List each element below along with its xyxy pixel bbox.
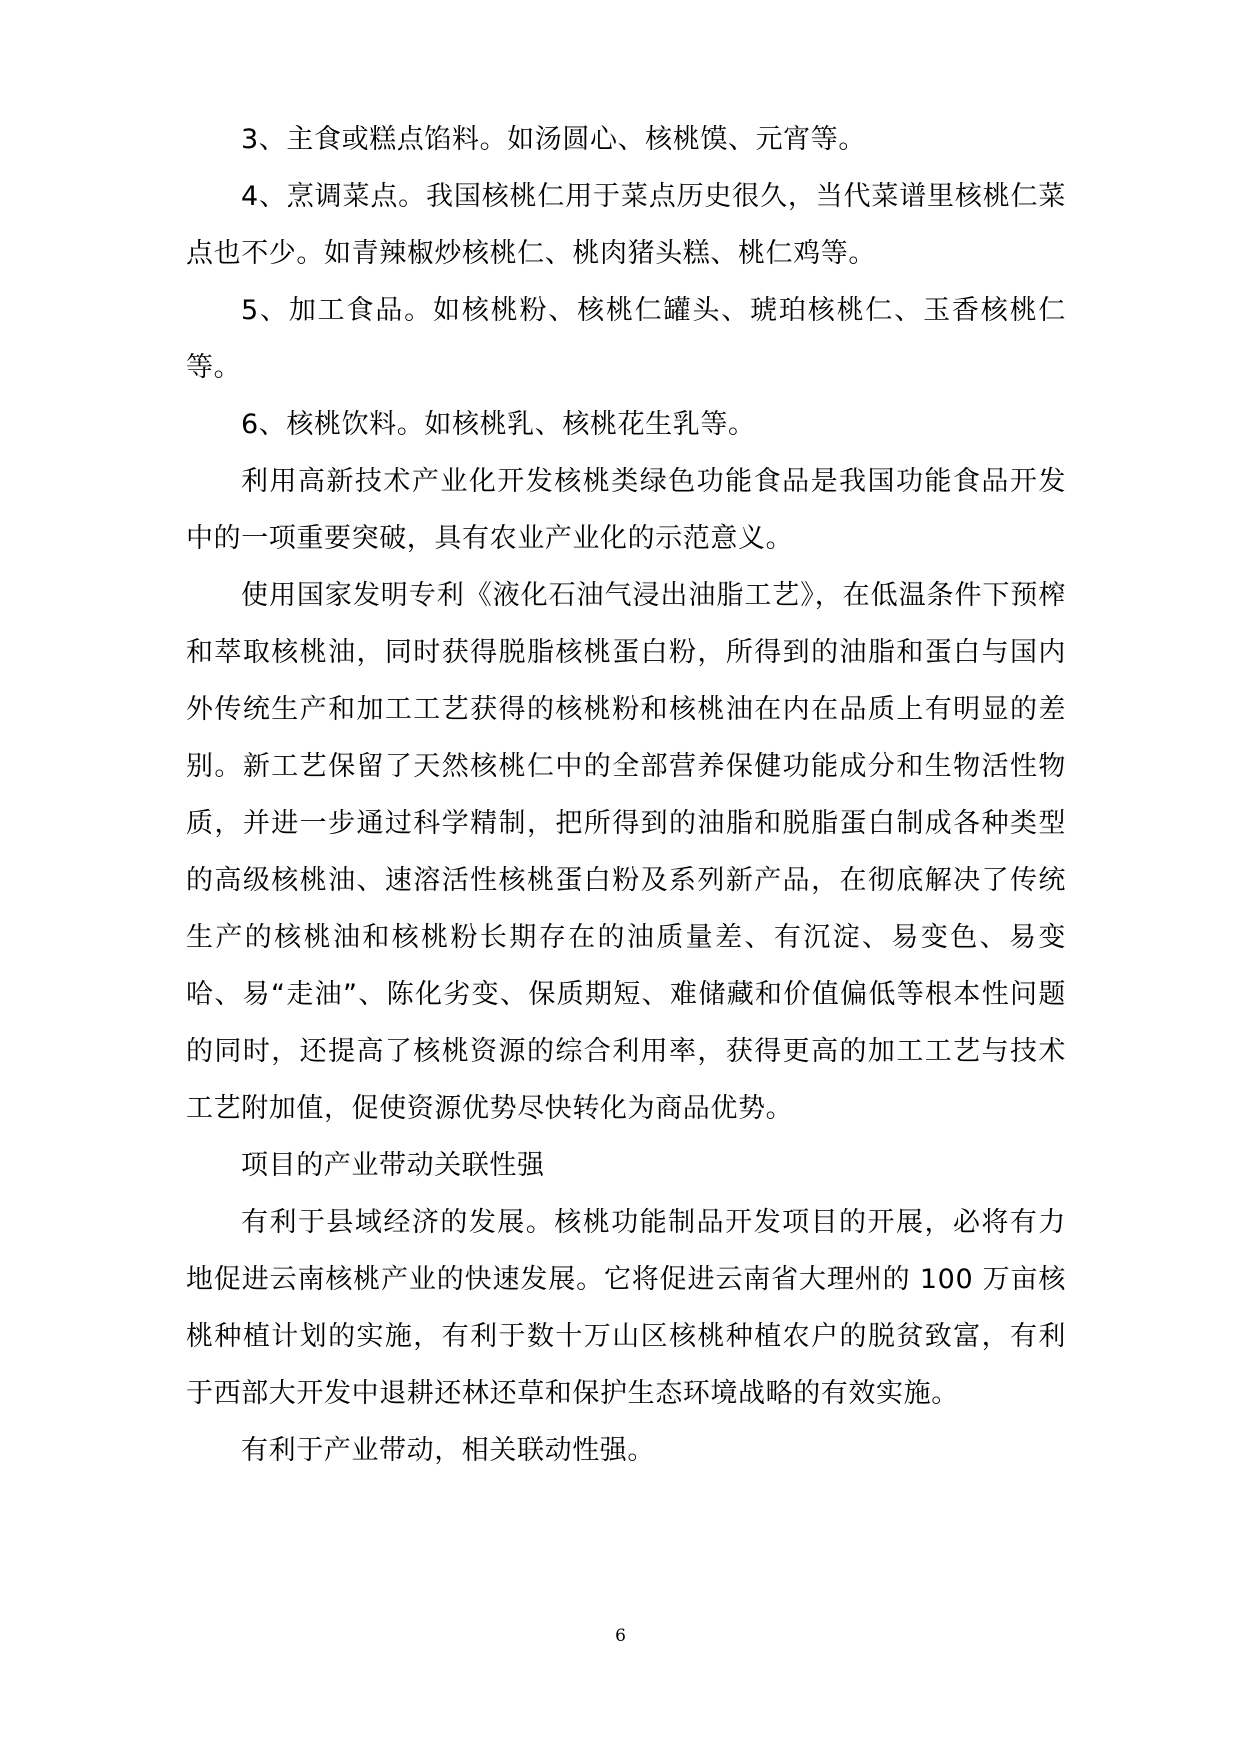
page-number: 6 <box>615 1626 626 1646</box>
paragraph-processed-food: 5、加工食品。如核桃粉、核桃仁罐头、琥珀核桃仁、玉香核桃仁等。 <box>186 295 1066 383</box>
paragraph-staple-food: 3、主食或糕点馅料。如汤圆心、核桃馍、元宵等。 <box>241 124 866 155</box>
paragraph-county-economy: 有利于县域经济的发展。核桃功能制品开发项目的开展，必将有力地促进云南核桃产业的快速发展。它将促进云南省大理州的 100 万亩核桃种植计划的实施，有利于数十万山区核桃种植农户的脱贫致富，有利于西部大开发中退耕还林还草和保护生态环境战略的有效实施。 <box>186 1207 1066 1409</box>
paragraph-industry-driving: 有利于产业带动，相关联动性强。 <box>241 1435 655 1466</box>
paragraph-patent-process: 使用国家发明专利《液化石油气浸出油脂工艺》，在低温条件下预榨和萃取核桃油，同时获得脱脂核桃蛋白粉，所得到的油脂和蛋白与国内外传统生产和加工工艺获得的核桃粉和核桃油在内在品质上有明显的差别。新工艺保留了天然核桃仁中的全部营养保健功能成分和生物活性物质，并进一步通过科学精制，把所得到的油脂和脱脂蛋白制成各种类型的高级核桃油、速溶活性核桃蛋白粉及系列新产品，在彻底解决了传统生产的核桃油和核桃粉长期存在的油质量差、有沉淀、易变色、易变哈、易“走油”、陈化劣变、保质期短、难储藏和价值偏低等根本性问题的同时，还提高了核桃资源的综合利用率，获得更高的加工工艺与技术工艺附加值，促使资源优势尽快转化为商品优势。 <box>186 580 1066 1124</box>
paragraph-hightech-development: 利用高新技术产业化开发核桃类绿色功能食品是我国功能食品开发中的一项重要突破，具有农业产业化的示范意义。 <box>186 466 1066 554</box>
section-heading-industry-linkage: 项目的产业带动关联性强 <box>241 1150 545 1181</box>
paragraph-beverages: 6、核桃饮料。如核桃乳、核桃花生乳等。 <box>241 409 756 440</box>
paragraph-cooking-dishes: 4、烹调菜点。我国核桃仁用于菜点历史很久，当代菜谱里核桃仁菜点也不少。如青辣椒炒核桃仁、桃肉猪头糕、桃仁鸡等。 <box>186 181 1066 269</box>
document-body <box>186 111 1066 1479</box>
